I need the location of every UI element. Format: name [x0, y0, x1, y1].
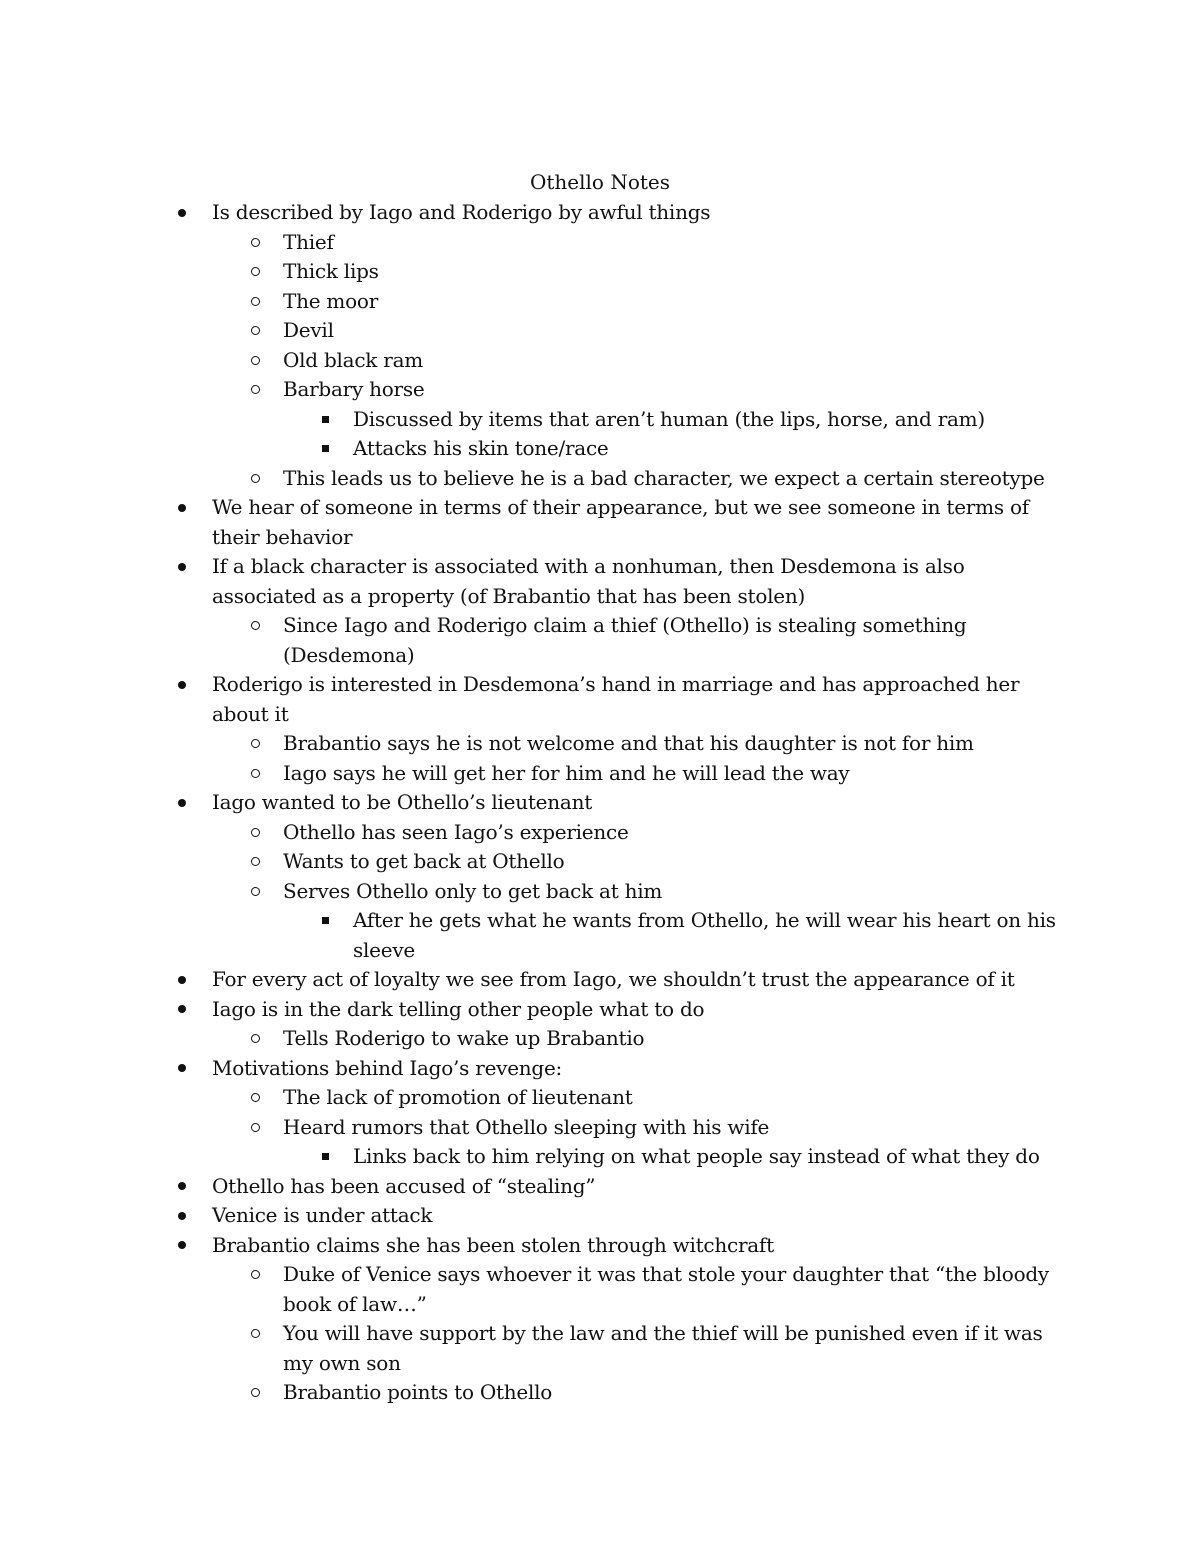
list-item-level-3	[0, 1142, 1070, 1172]
list-item-text: Thick lips	[283, 259, 379, 283]
list-item-level-2	[0, 1260, 1070, 1319]
filled-bullet-icon	[175, 1054, 189, 1084]
list-item-text: Old black ram	[283, 347, 423, 372]
hollow-circle-bullet-icon	[248, 375, 262, 405]
list-item-text: Barbary horse	[283, 377, 425, 401]
list-item-text: For every act of loyalty we see from Iago, we shouldn’t trust the appearance of it	[212, 967, 1015, 991]
list-item-text: Heard rumors that Othello sleeping with his wife	[283, 1114, 770, 1139]
list-item-text: Wants to get back at Othello	[283, 849, 565, 873]
list-item-level-2	[0, 228, 1070, 258]
hollow-circle-bullet-icon	[248, 1083, 262, 1113]
hollow-circle-bullet-icon	[248, 1113, 262, 1143]
list-item-level-1	[0, 552, 1070, 611]
hollow-circle-bullet-icon	[248, 1378, 262, 1408]
list-item-text: The lack of promotion of lieutenant	[283, 1085, 633, 1109]
list-item-level-2	[0, 287, 1070, 317]
list-item-level-3	[0, 906, 1070, 965]
list-item-level-1	[0, 198, 1070, 228]
list-item-level-1	[0, 995, 1070, 1025]
list-item-text: Serves Othello only to get back at him	[283, 878, 663, 903]
list-item-text: Iago wanted to be Othello’s lieutenant	[212, 790, 592, 814]
filled-bullet-icon	[175, 198, 189, 228]
list-item-text: Motivations behind Iago’s revenge:	[212, 1055, 563, 1080]
square-bullet-icon	[318, 434, 332, 464]
list-item-level-1	[0, 965, 1070, 995]
list-item-text: Brabantio claims she has been stolen through witchcraft	[212, 1232, 774, 1257]
list-item-level-2	[0, 346, 1070, 376]
hollow-circle-bullet-icon	[248, 316, 262, 346]
list-item-text: Thief	[283, 229, 334, 254]
list-item-level-2	[0, 1024, 1070, 1054]
filled-bullet-icon	[175, 670, 189, 700]
list-item-level-2	[0, 375, 1070, 405]
list-item-level-2	[0, 611, 1070, 670]
hollow-circle-bullet-icon	[248, 1260, 262, 1290]
list-item-text: Attacks his skin tone/race	[353, 436, 609, 460]
list-item-level-2	[0, 257, 1070, 287]
list-item-text: Venice is under attack	[212, 1203, 433, 1227]
filled-bullet-icon	[175, 1172, 189, 1202]
list-item-text: If a black character is associated with a nonhuman, then Desdemona is also associated as a property (of Brabantio that has been stolen)	[212, 554, 965, 608]
list-item-level-3	[0, 405, 1070, 435]
filled-bullet-icon	[175, 1231, 189, 1261]
hollow-circle-bullet-icon	[248, 346, 262, 376]
hollow-circle-bullet-icon	[248, 847, 262, 877]
list-item-level-1	[0, 1231, 1070, 1261]
hollow-circle-bullet-icon	[248, 877, 262, 907]
hollow-circle-bullet-icon	[248, 729, 262, 759]
list-item-level-3	[0, 434, 1070, 464]
list-item-text: Roderigo is interested in Desdemona’s hand in marriage and has approached her about it	[212, 672, 1020, 726]
list-item-text: Brabantio says he is not welcome and that his daughter is not for him	[283, 731, 974, 755]
filled-bullet-icon	[175, 995, 189, 1025]
list-item-level-2	[0, 877, 1070, 907]
list-item-text: You will have support by the law and the thief will be punished even if it was my own son	[283, 1321, 1043, 1375]
list-item-text: Iago says he will get her for him and he will lead the way	[283, 760, 850, 785]
square-bullet-icon	[318, 405, 332, 435]
list-item-text: Is described by Iago and Roderigo by awful things	[212, 200, 711, 224]
hollow-circle-bullet-icon	[248, 228, 262, 258]
list-item-level-1	[0, 493, 1070, 552]
list-item-text: Othello has been accused of “stealing”	[212, 1173, 596, 1198]
list-item-level-2	[0, 1378, 1070, 1408]
hollow-circle-bullet-icon	[248, 1319, 262, 1349]
list-item-level-2	[0, 847, 1070, 877]
list-item-text: Brabantio points to Othello	[283, 1380, 553, 1404]
list-item-text: This leads us to believe he is a bad character, we expect a certain stereotype	[283, 465, 1045, 490]
hollow-circle-bullet-icon	[248, 759, 262, 789]
filled-bullet-icon	[175, 1201, 189, 1231]
list-item-text: We hear of someone in terms of their appearance, but we see someone in terms of their behavior	[212, 495, 1029, 549]
hollow-circle-bullet-icon	[248, 818, 262, 848]
list-item-level-2	[0, 759, 1070, 789]
list-item-text: Discussed by items that aren’t human (the lips, horse, and ram)	[353, 406, 985, 431]
filled-bullet-icon	[175, 788, 189, 818]
filled-bullet-icon	[175, 552, 189, 582]
square-bullet-icon	[318, 1142, 332, 1172]
list-item-text: The moor	[283, 288, 379, 313]
list-item-level-1	[0, 1172, 1070, 1202]
list-item-level-2	[0, 1113, 1070, 1143]
list-item-level-1	[0, 1054, 1070, 1084]
square-bullet-icon	[318, 906, 332, 936]
list-item-text: Devil	[283, 318, 334, 342]
list-item-level-2	[0, 1319, 1070, 1378]
list-item-text: Links back to him relying on what people say instead of what they do	[353, 1144, 1040, 1168]
list-item-level-2	[0, 316, 1070, 346]
list-item-text: Duke of Venice says whoever it was that stole your daughter that “the bloody book of law…”	[283, 1262, 1049, 1316]
notes-list	[0, 198, 1200, 1408]
list-item-level-1	[0, 1201, 1070, 1231]
hollow-circle-bullet-icon	[248, 287, 262, 317]
list-item-text: Othello has seen Iago’s experience	[283, 819, 629, 844]
list-item-level-1	[0, 670, 1070, 729]
list-item-level-1	[0, 788, 1070, 818]
list-item-level-2	[0, 1083, 1070, 1113]
list-item-text: Tells Roderigo to wake up Brabantio	[283, 1026, 645, 1050]
list-item-level-2	[0, 729, 1070, 759]
list-item-level-2	[0, 464, 1070, 494]
hollow-circle-bullet-icon	[248, 611, 262, 641]
list-item-text: Since Iago and Roderigo claim a thief (Othello) is stealing something (Desdemona)	[283, 613, 967, 667]
list-item-text: Iago is in the dark telling other people what to do	[212, 996, 705, 1021]
hollow-circle-bullet-icon	[248, 257, 262, 287]
filled-bullet-icon	[175, 965, 189, 995]
hollow-circle-bullet-icon	[248, 464, 262, 494]
list-item-level-2	[0, 818, 1070, 848]
hollow-circle-bullet-icon	[248, 1024, 262, 1054]
document-title: Othello Notes	[529, 170, 671, 194]
list-item-text: After he gets what he wants from Othello, he will wear his heart on his sleeve	[353, 908, 1056, 962]
filled-bullet-icon	[175, 493, 189, 523]
